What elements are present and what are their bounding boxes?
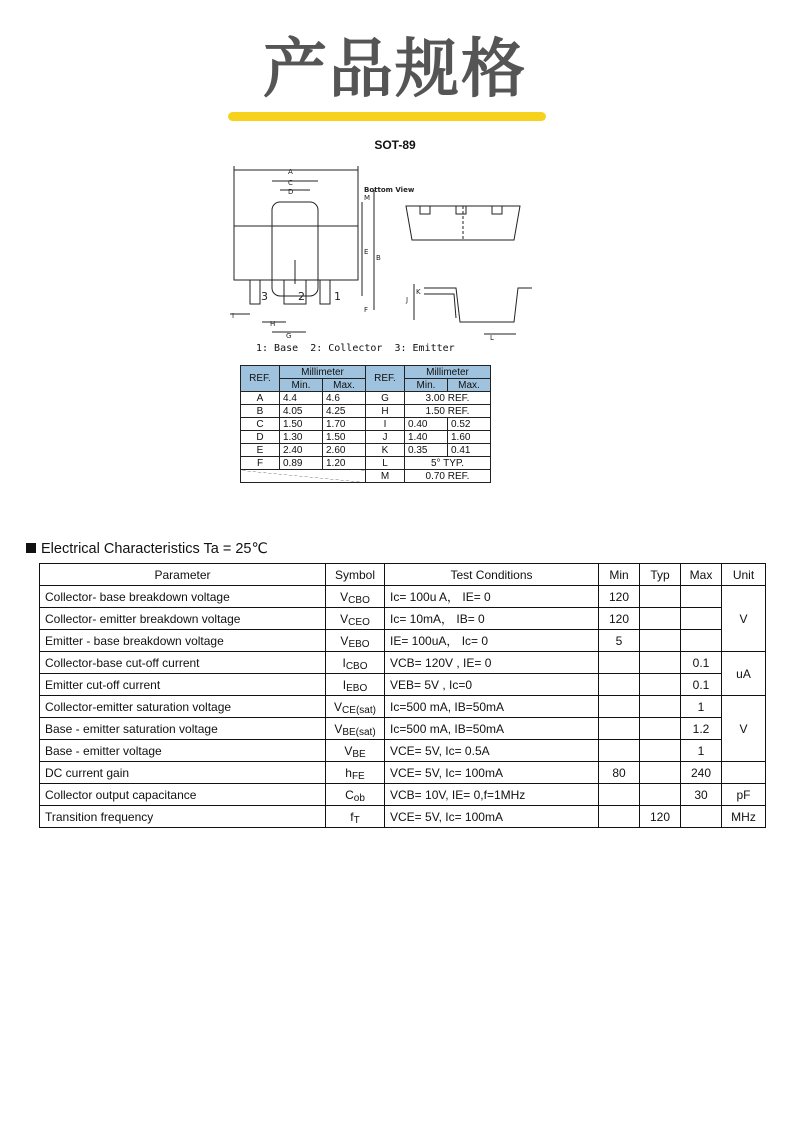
condition-cell: Ic= 10mA， IB= 0 <box>385 608 599 630</box>
ref-cell: H <box>366 405 405 418</box>
symbol-subscript: EBO <box>346 682 368 694</box>
column-header: Min <box>599 564 640 586</box>
symbol-cell <box>326 762 385 784</box>
table-header-row <box>40 564 766 586</box>
table-row <box>40 630 766 652</box>
min-header: Min. <box>280 379 323 392</box>
condition-cell: Ic= 100u A， IE= 0 <box>385 586 599 608</box>
ref-cell: C <box>241 418 280 431</box>
dim-letter-i: I <box>232 312 235 320</box>
unit-cell <box>722 762 766 784</box>
table-row <box>241 444 491 457</box>
typ-cell <box>640 740 681 762</box>
ref-cell: F <box>241 457 280 470</box>
dim-letter-k: K <box>416 288 421 296</box>
package-drawing <box>228 160 548 360</box>
table-row <box>241 405 491 418</box>
symbol-letter: V <box>344 743 353 758</box>
min-cell: 120 <box>599 586 640 608</box>
pin-number-1: 1 <box>334 290 341 303</box>
square-bullet-icon <box>26 543 36 553</box>
table-row <box>40 696 766 718</box>
max-cell: 0.41 <box>448 444 491 457</box>
min-cell: 1.30 <box>280 431 323 444</box>
symbol-subscript: CE(sat) <box>342 704 376 716</box>
min-cell: 1.40 <box>405 431 448 444</box>
symbol-letter: I <box>342 655 346 670</box>
unit-cell: uA <box>722 652 766 696</box>
parameter-cell: Base - emitter voltage <box>40 740 326 762</box>
max-cell: 0.1 <box>681 652 722 674</box>
typ-cell <box>640 696 681 718</box>
symbol-letter: V <box>340 589 349 604</box>
symbol-letter: I <box>342 677 347 692</box>
max-header: Max. <box>323 379 366 392</box>
min-cell <box>599 652 640 674</box>
value-cell: 5° TYP. <box>405 457 491 470</box>
typ-cell: 120 <box>640 806 681 828</box>
max-cell: 1.50 <box>323 431 366 444</box>
column-header: Max <box>681 564 722 586</box>
symbol-subscript: CEO <box>348 616 370 628</box>
typ-cell <box>640 762 681 784</box>
dim-letter-g: G <box>286 332 292 340</box>
max-header: Max. <box>448 379 491 392</box>
dim-letter-j: J <box>406 296 409 304</box>
ref-cell: K <box>366 444 405 457</box>
parameter-cell: Collector-emitter saturation voltage <box>40 696 326 718</box>
table-row <box>40 718 766 740</box>
max-cell <box>681 630 722 652</box>
symbol-letter: h <box>345 765 352 780</box>
table-row <box>40 806 766 828</box>
electrical-table <box>39 563 766 828</box>
max-cell: 1.2 <box>681 718 722 740</box>
typ-cell <box>640 608 681 630</box>
symbol-subscript: BE(sat) <box>342 726 376 738</box>
min-cell: 0.40 <box>405 418 448 431</box>
max-cell: 30 <box>681 784 722 806</box>
value-cell: 1.50 REF. <box>405 405 491 418</box>
min-cell: 120 <box>599 608 640 630</box>
ref-cell: J <box>366 431 405 444</box>
typ-cell <box>640 718 681 740</box>
pin-legend <box>256 343 461 354</box>
column-header: Symbol <box>326 564 385 586</box>
dim-letter-e: E <box>364 248 369 256</box>
min-cell <box>599 740 640 762</box>
column-header: Unit <box>722 564 766 586</box>
table-row <box>40 652 766 674</box>
empty-cell <box>241 470 366 483</box>
symbol-cell <box>326 630 385 652</box>
condition-cell: IE= 100uA， Ic= 0 <box>385 630 599 652</box>
ref-cell: A <box>241 392 280 405</box>
millimeter-header: Millimeter <box>280 366 366 379</box>
min-cell: 0.35 <box>405 444 448 457</box>
table-row <box>241 392 491 405</box>
pin-number-3: 3 <box>261 290 268 303</box>
max-cell: 2.60 <box>323 444 366 457</box>
condition-cell: VCE= 5V, Ic= 100mA <box>385 762 599 784</box>
parameter-cell: Collector output capacitance <box>40 784 326 806</box>
pin-legend-item: 3: Emitter <box>394 343 455 354</box>
table-row <box>40 740 766 762</box>
unit-cell: V <box>722 586 766 652</box>
column-header: Typ <box>640 564 681 586</box>
parameter-cell: DC current gain <box>40 762 326 784</box>
ref-cell: I <box>366 418 405 431</box>
title-underline <box>228 112 546 121</box>
table-row <box>40 762 766 784</box>
min-cell: 80 <box>599 762 640 784</box>
max-cell: 1.20 <box>323 457 366 470</box>
symbol-letter: V <box>334 699 343 714</box>
symbol-letter: V <box>340 611 349 626</box>
unit-cell: pF <box>722 784 766 806</box>
ref-header: REF. <box>241 366 280 392</box>
ref-cell: G <box>366 392 405 405</box>
symbol-cell <box>326 806 385 828</box>
table-row <box>40 784 766 806</box>
condition-cell: VCE= 5V, Ic= 100mA <box>385 806 599 828</box>
section-heading-text: Electrical Characteristics Ta = 25℃ <box>41 541 268 557</box>
table-row <box>241 457 491 470</box>
table-row <box>40 586 766 608</box>
max-cell <box>681 586 722 608</box>
dim-letter-f: F <box>364 306 369 314</box>
symbol-cell <box>326 784 385 806</box>
symbol-subscript: BE <box>352 748 366 760</box>
symbol-subscript: ob <box>353 792 365 804</box>
typ-cell <box>640 630 681 652</box>
max-cell: 1 <box>681 696 722 718</box>
max-cell <box>681 608 722 630</box>
dim-letter-d: D <box>288 188 294 196</box>
pin-legend-item: 1: Base <box>256 343 299 354</box>
table-row <box>40 674 766 696</box>
parameter-cell: Emitter - base breakdown voltage <box>40 630 326 652</box>
condition-cell: VCE= 5V, Ic= 0.5A <box>385 740 599 762</box>
max-cell: 4.25 <box>323 405 366 418</box>
symbol-letter: C <box>345 787 354 802</box>
min-cell <box>599 806 640 828</box>
condition-cell: Ic=500 mA, IB=50mA <box>385 718 599 740</box>
min-cell: 1.50 <box>280 418 323 431</box>
max-cell: 0.1 <box>681 674 722 696</box>
page-title: 产品规格 <box>263 33 527 107</box>
unit-cell: MHz <box>722 806 766 828</box>
symbol-subscript: T <box>353 814 360 826</box>
dim-letter-c: C <box>288 179 293 187</box>
table-row <box>241 418 491 431</box>
dim-letter-m: M <box>364 194 371 202</box>
parameter-cell: Transition frequency <box>40 806 326 828</box>
symbol-cell <box>326 586 385 608</box>
max-cell: 240 <box>681 762 722 784</box>
max-cell: 0.52 <box>448 418 491 431</box>
symbol-cell <box>326 652 385 674</box>
dim-letter-l: L <box>490 334 494 342</box>
typ-cell <box>640 586 681 608</box>
symbol-cell <box>326 718 385 740</box>
symbol-letter: V <box>334 721 343 736</box>
symbol-subscript: CBO <box>348 594 370 606</box>
bottom-view-label: Bottom View <box>364 186 415 194</box>
package-name: SOT-89 <box>374 138 416 152</box>
dim-letter-h: H <box>270 320 276 328</box>
table-row <box>241 431 491 444</box>
max-cell: 1.60 <box>448 431 491 444</box>
condition-cell: VEB= 5V , Ic=0 <box>385 674 599 696</box>
pin-legend-item: 2: Collector <box>310 343 383 354</box>
dim-letter-a: A <box>288 168 293 176</box>
section-heading <box>26 541 268 557</box>
max-cell: 4.6 <box>323 392 366 405</box>
ref-cell: D <box>241 431 280 444</box>
max-cell: 1 <box>681 740 722 762</box>
parameter-cell: Collector- base breakdown voltage <box>40 586 326 608</box>
ref-cell: B <box>241 405 280 418</box>
typ-cell <box>640 652 681 674</box>
unit-cell: V <box>722 696 766 762</box>
symbol-letter: f <box>350 809 354 824</box>
column-header: Test Conditions <box>385 564 599 586</box>
symbol-cell <box>326 740 385 762</box>
table-row <box>40 608 766 630</box>
value-cell: 0.70 REF. <box>405 470 491 483</box>
min-cell <box>599 696 640 718</box>
symbol-subscript: EBO <box>348 638 370 650</box>
symbol-cell <box>326 696 385 718</box>
symbol-cell <box>326 608 385 630</box>
max-cell <box>681 806 722 828</box>
condition-cell: VCB= 10V, IE= 0,f=1MHz <box>385 784 599 806</box>
ref-cell: E <box>241 444 280 457</box>
condition-cell: VCB= 120V , IE= 0 <box>385 652 599 674</box>
min-cell: 4.05 <box>280 405 323 418</box>
typ-cell <box>640 674 681 696</box>
value-cell: 3.00 REF. <box>405 392 491 405</box>
pin-number-2: 2 <box>298 290 305 303</box>
symbol-cell <box>326 674 385 696</box>
min-cell <box>599 674 640 696</box>
column-header: Parameter <box>40 564 326 586</box>
dimension-table <box>240 365 491 483</box>
min-cell: 5 <box>599 630 640 652</box>
ref-cell: L <box>366 457 405 470</box>
parameter-cell: Collector- emitter breakdown voltage <box>40 608 326 630</box>
typ-cell <box>640 784 681 806</box>
millimeter-header: Millimeter <box>405 366 491 379</box>
min-header: Min. <box>405 379 448 392</box>
symbol-subscript: FE <box>351 770 365 782</box>
ref-cell: M <box>366 470 405 483</box>
ref-header: REF. <box>366 366 405 392</box>
min-cell <box>599 784 640 806</box>
parameter-cell: Base - emitter saturation voltage <box>40 718 326 740</box>
table-row <box>241 470 491 483</box>
condition-cell: Ic=500 mA, IB=50mA <box>385 696 599 718</box>
min-cell <box>599 718 640 740</box>
parameter-cell: Collector-base cut-off current <box>40 652 326 674</box>
parameter-cell: Emitter cut-off current <box>40 674 326 696</box>
symbol-letter: V <box>340 633 349 648</box>
dim-letter-b: B <box>376 254 381 262</box>
min-cell: 0.89 <box>280 457 323 470</box>
min-cell: 2.40 <box>280 444 323 457</box>
min-cell: 4.4 <box>280 392 323 405</box>
symbol-subscript: CBO <box>345 660 368 672</box>
max-cell: 1.70 <box>323 418 366 431</box>
